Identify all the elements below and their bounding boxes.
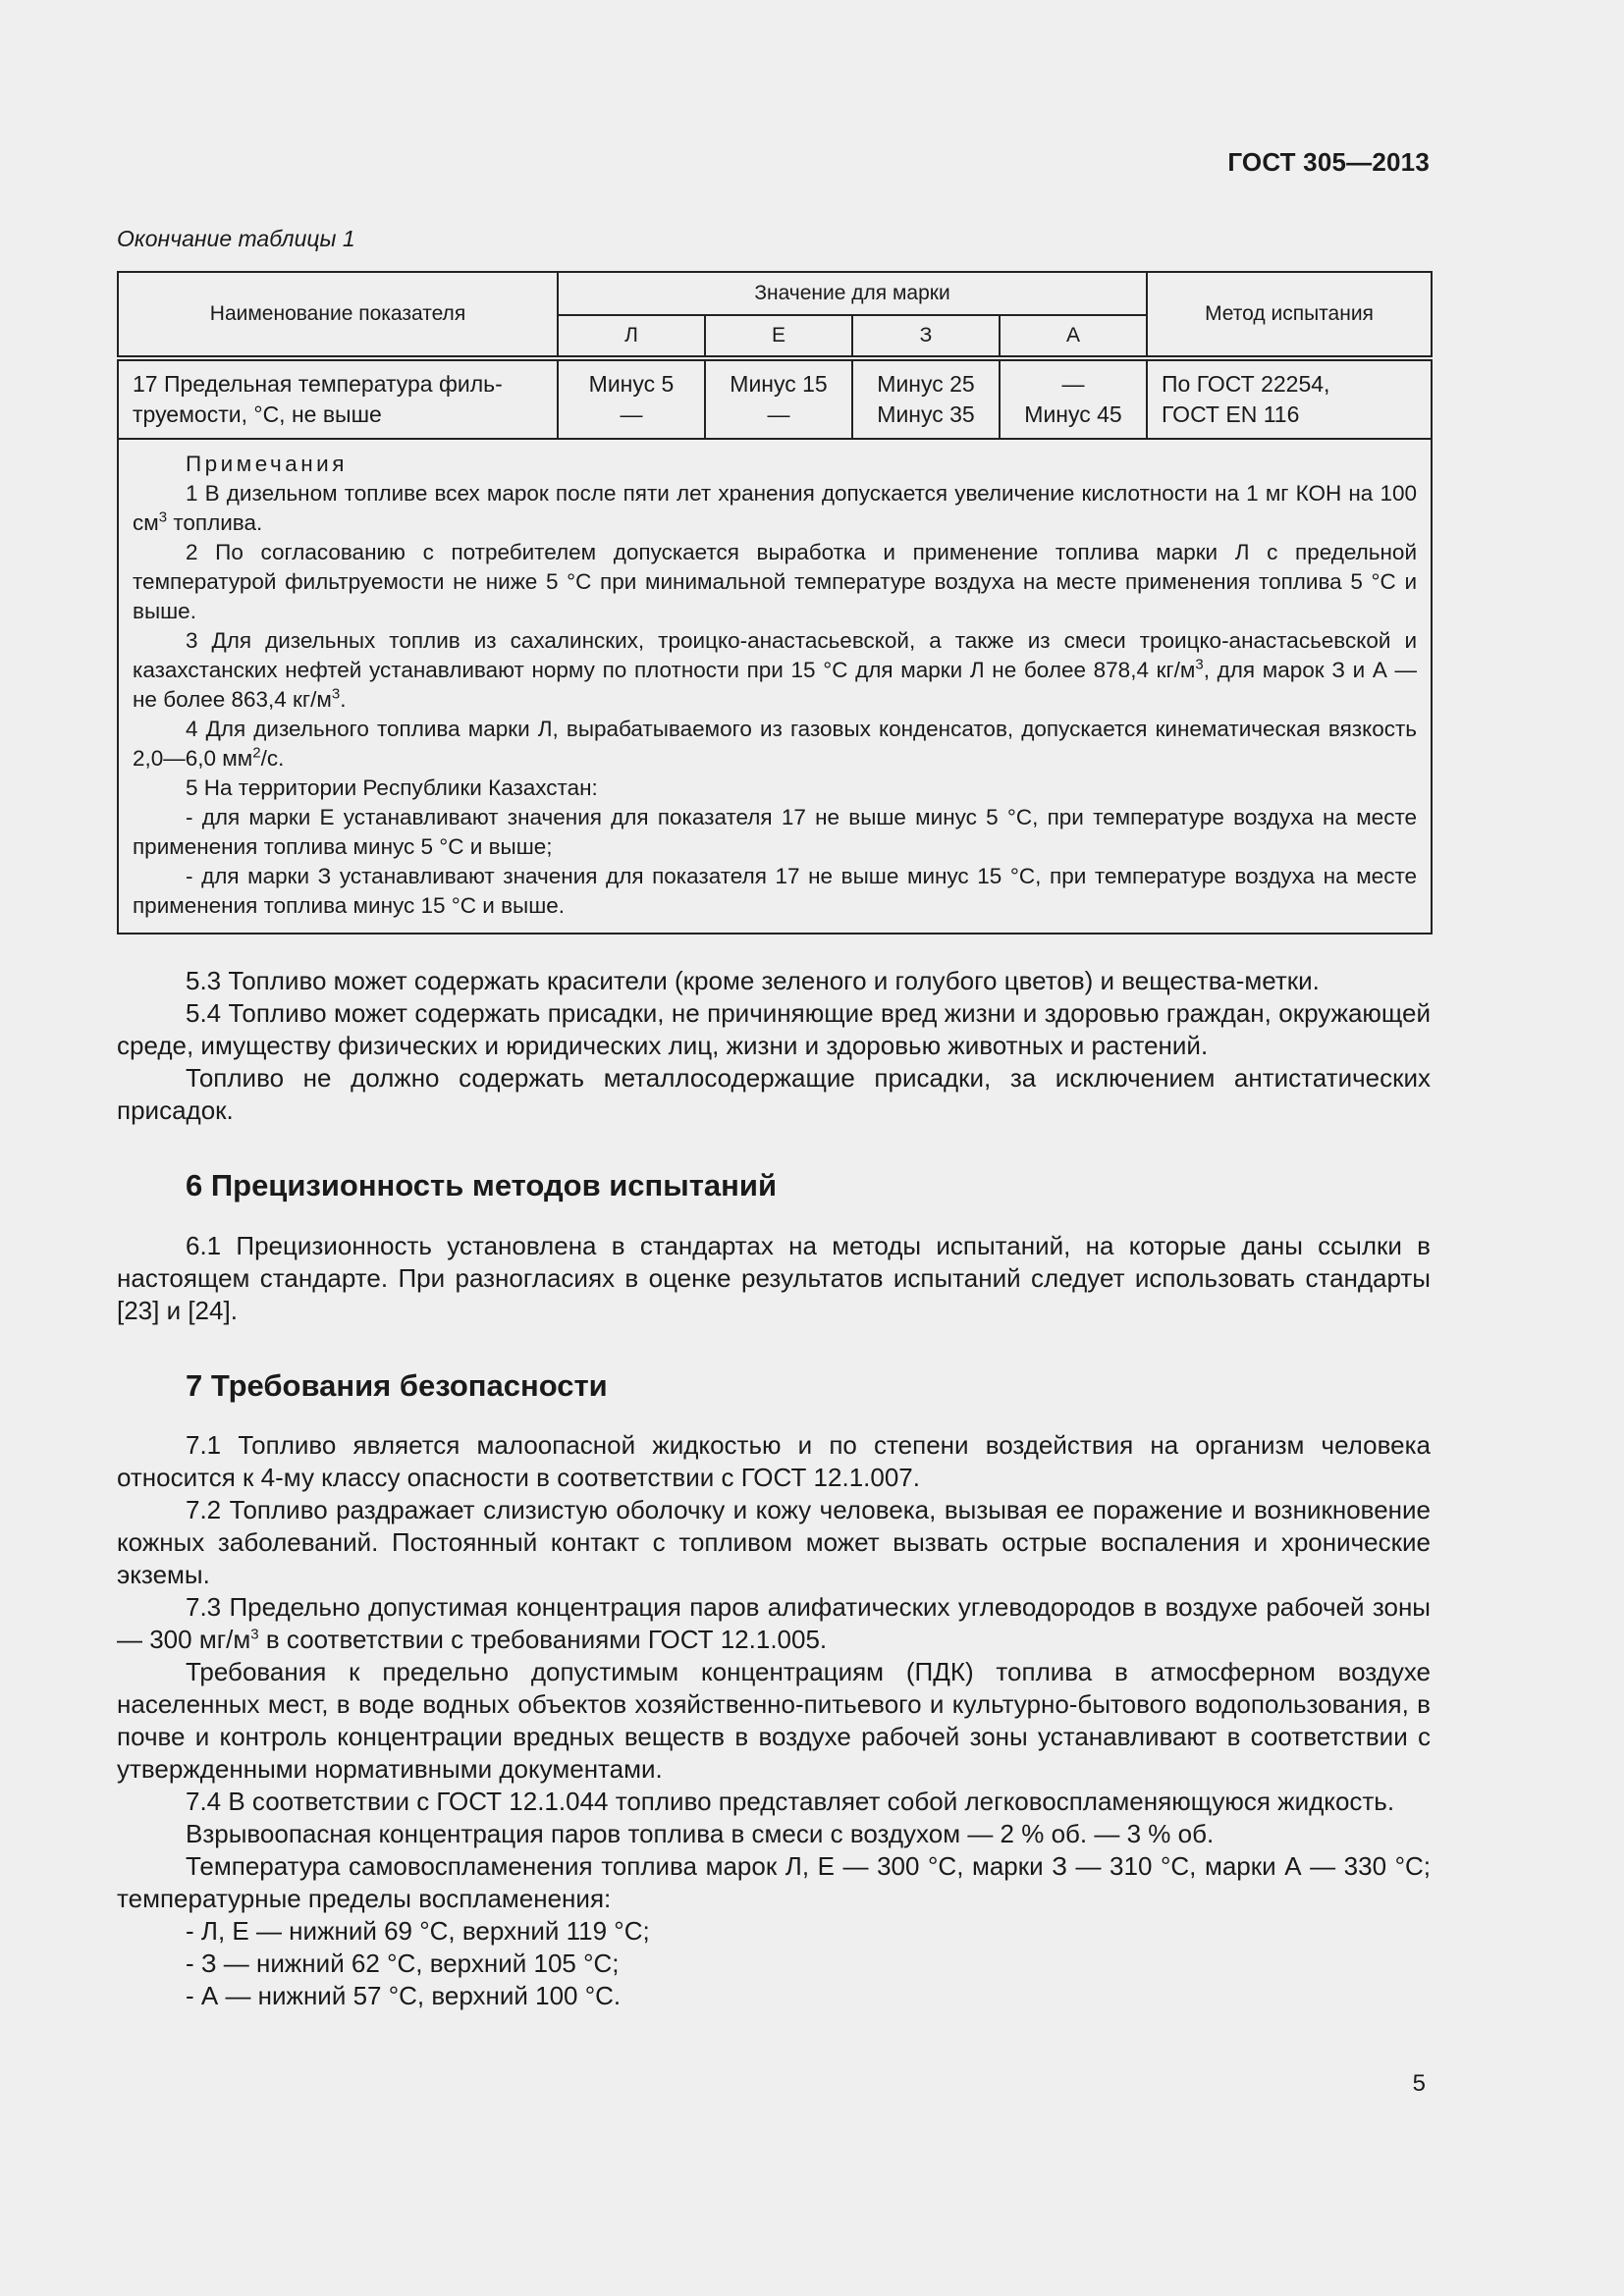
note-4: 4 Для дизельного топлива марки Л, вырабатываемого из газовых конденсатов, допускается кинематическая вязкость 2,0—6,0 $мм^2/с$. bbox=[133, 717, 1418, 771]
para-5-4: 5.4 Топливо может содержать присадки, не причиняющие вред жизни и здоровью граждан, окружающей среде, имуществу физических и юридических лиц, жизни и здоровью животных и растений. bbox=[117, 998, 1431, 1060]
section-5-text bbox=[117, 965, 1431, 1127]
para-5-3: 5.3 Топливо может содержать красители (кроме зеленого и голубого цветов) и вещества-метки. bbox=[186, 966, 1320, 995]
row-method: По ГОСТ 22254, ГОСТ EN 116 bbox=[1147, 358, 1432, 439]
para-7-3-b: Требования к предельно допустимым концентрациям (ПДК) топлива в атмосферном воздухе населенных мест, в воде водных объектов хозяйственно-питьевого и культурно-бытового водопользования, в почве и контроль концентрации вредных веществ в воздухе рабочей зоны устанавливают в соответствии с утвержденными нормативными документами. bbox=[117, 1657, 1431, 1784]
para-6-1: 6.1 Прецизионность установлена в стандартах на методы испытаний, на которые даны ссылки в настоящем стандарте. При разногласиях в оценке результатов испытаний следует использовать стандарты [23] и [24]. bbox=[117, 1231, 1431, 1325]
note-1: 1 В дизельном топливе всех марок после пяти лет хранения допускается увеличение кислотности на 1 мг КОН на 100 $см^3$ топлива. bbox=[133, 481, 1418, 535]
value-e: Минус 15 — bbox=[705, 358, 852, 439]
value-a: — Минус 45 bbox=[1000, 358, 1147, 439]
list-item: - Л, Е — нижний 69 °С, верхний 119 °С; bbox=[186, 1916, 650, 1946]
page-number: 5 bbox=[1412, 2070, 1426, 2097]
heading-section-6: 6 Прецизионность методов испытаний bbox=[186, 1168, 778, 1202]
header-grade-l: Л bbox=[558, 315, 705, 358]
notes-title: Примечания bbox=[186, 452, 348, 476]
header-method: Метод испытания bbox=[1147, 272, 1432, 358]
doc-code: ГОСТ 305—2013 bbox=[1227, 147, 1430, 177]
value-z: Минус 25 Минус 35 bbox=[852, 358, 1000, 439]
para-7-2: 7.2 Топливо раздражает слизистую оболочку и кожу человека, вызывая ее поражение и возникновение кожных заболеваний. Постоянный контакт с топливом может вызвать острые воспаления и хронические экземы. bbox=[117, 1495, 1431, 1589]
table-notes bbox=[118, 439, 1432, 934]
para-7-4-c: Температура самовоспламенения топлива марок Л, Е — 300 °С, марки З — 310 °С, марки А — 330 °С; температурные пределы воспламенения: bbox=[117, 1851, 1431, 1913]
list-item: - А — нижний 57 °С, верхний 100 °С. bbox=[186, 1981, 622, 2010]
notes-row bbox=[118, 439, 1432, 934]
specs-table bbox=[117, 271, 1433, 934]
header-grade-e: Е bbox=[705, 315, 852, 358]
para-7-1: 7.1 Топливо является малоопасной жидкостью и по степени воздействия на организм человека относится к 4-му классу опасности в соответствии с ГОСТ 12.1.007. bbox=[117, 1430, 1431, 1492]
note-5-item-2: - для марки З устанавливают значения для показателя 17 не выше минус 15 °С, при температуре воздуха на месте применения топлива минус 15 °С и выше. bbox=[133, 864, 1418, 918]
table-header-row bbox=[118, 272, 1432, 315]
value-l: Минус 5 — bbox=[558, 358, 705, 439]
table-caption: Окончание таблицы 1 bbox=[117, 226, 355, 251]
row-name: 17 Предельная температура филь- труемости, °С, не выше bbox=[118, 358, 558, 439]
note-2: 2 По согласованию с потребителем допускается выработка и применение топлива марки Л с предельной температурой фильтруемости не ниже 5 °С при минимальной температуре воздуха на месте применения топлива 5 °С и выше. bbox=[133, 540, 1418, 623]
note-5: 5 На территории Республики Казахстан: bbox=[186, 775, 598, 800]
section-7-text bbox=[117, 1429, 1431, 2012]
heading-section-7: 7 Требования безопасности bbox=[186, 1368, 608, 1403]
note-5-item-1: - для марки Е устанавливают значения для показателя 17 не выше минус 5 °С, при температуре воздуха на месте применения топлива минус 5 °С и выше; bbox=[133, 805, 1418, 859]
para-7-4-b: Взрывоопасная концентрация паров топлива в смеси с воздухом — 2 % об. — 3 % об. bbox=[186, 1819, 1215, 1848]
header-grade-group: Значение для марки bbox=[558, 272, 1147, 315]
table-row bbox=[118, 358, 1432, 439]
para-7-4: 7.4 В соответствии с ГОСТ 12.1.044 топливо представляет собой легковоспламеняющуюся жидкость. bbox=[186, 1787, 1395, 1816]
note-3: 3 Для дизельных топлив из сахалинских, троицко-анастасьевской, а также из смеси троицко-анастасьевской и казахстанских нефтей устанавливают норму по плотности при 15 °С для марки Л не более 878,4 $кг/м^3$, для марок З и А — не более 863,4 $кг/м^3$. bbox=[133, 628, 1418, 712]
header-name: Наименование показателя bbox=[118, 272, 558, 358]
section-6-text bbox=[117, 1230, 1431, 1327]
para-5-4-b: Топливо не должно содержать металлосодержащие присадки, за исключением антистатических присадок. bbox=[117, 1063, 1431, 1125]
para-7-3: 7.3 Предельно допустимая концентрация паров алифатических углеводородов в воздухе рабочей зоны — 300 $мг/м^3$ в соответствии с требованиями ГОСТ 12.1.005. bbox=[117, 1592, 1431, 1654]
header-grade-a: А bbox=[1000, 315, 1147, 358]
list-item: - З — нижний 62 °С, верхний 105 °С; bbox=[186, 1949, 620, 1978]
header-grade-z: З bbox=[852, 315, 1000, 358]
